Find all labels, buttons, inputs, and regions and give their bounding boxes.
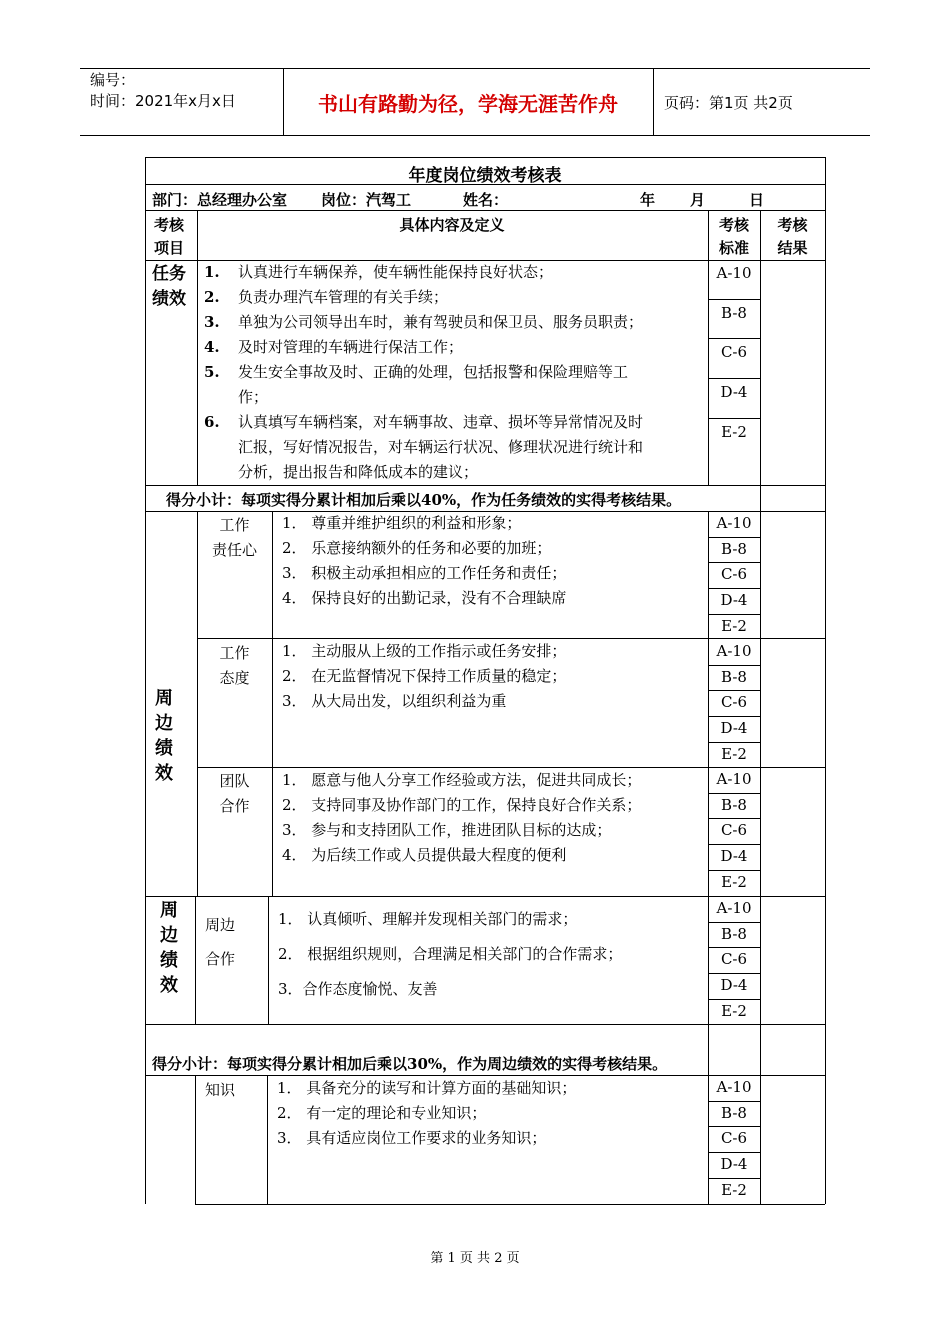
- task-item-line: [204, 335, 704, 360]
- group3-item: 1． 愿意与他人分享工作经验或方法，促进共同成长；: [282, 771, 642, 789]
- day-field: 日: [749, 191, 765, 209]
- group1-name-a: 工作: [219, 516, 250, 534]
- task-item-line: [204, 410, 704, 435]
- group-responsibility: [197, 513, 272, 563]
- peripheral-grade: E-2: [721, 745, 747, 763]
- coop-cat-3: 绩: [160, 950, 178, 971]
- col-content: 具体内容及定义: [399, 216, 505, 234]
- peripheral-grade: A-10: [716, 899, 752, 917]
- page-footer: 第 1 页 共 2 页: [430, 1251, 520, 1266]
- group1-item: 4． 保持良好的出勤记录，没有不合理缺席: [282, 589, 567, 607]
- form-title: 年度岗位绩效考核表: [408, 166, 562, 186]
- task-grade-e: E-2: [721, 423, 747, 441]
- task-grade-c: C-6: [720, 343, 748, 361]
- group2-item: 2． 在无监督情况下保持工作质量的稳定；: [282, 667, 567, 685]
- peripheral-grade: B-8: [721, 540, 747, 558]
- knowledge-grade: C-6: [720, 1129, 748, 1147]
- group-coop: [205, 908, 235, 976]
- group3-name-b: 合作: [219, 797, 250, 815]
- month-field: 月: [690, 191, 706, 209]
- coop-item: 1． 认真倾听、理解并发现相关部门的需求；: [278, 910, 578, 928]
- knowledge-item: 1． 具备充分的读写和计算方面的基础知识；: [277, 1079, 577, 1097]
- task-item-text: 分析，提出报告和降低成本的建议；: [238, 463, 479, 481]
- peripheral-grade: E-2: [721, 1002, 747, 1020]
- task-items: [204, 260, 704, 485]
- task-category: [152, 262, 186, 312]
- task-grade-d: D-4: [720, 383, 748, 401]
- group3-items: [282, 768, 641, 868]
- peripheral-grade: D-4: [720, 719, 748, 737]
- knowledge-item: 2． 有一定的理论和专业知识；: [277, 1104, 487, 1122]
- knowledge-name: 知识: [205, 1081, 236, 1099]
- task-grade-a: A-10: [716, 264, 752, 282]
- knowledge-grade: D-4: [720, 1155, 748, 1173]
- task-item-number: 5.: [204, 363, 220, 381]
- coop-cat-2: 边: [160, 925, 178, 946]
- task-cat-a: 任务: [152, 264, 186, 284]
- task-subtotal: 得分小计：每项实得分累计相加后乘以40%，作为任务绩效的实得考核结果。: [166, 491, 682, 509]
- task-item-number: 3.: [204, 313, 220, 331]
- peripheral-grade: C-6: [720, 693, 748, 711]
- group3-name-a: 团队: [219, 772, 250, 790]
- task-item-number: 4.: [204, 338, 220, 356]
- group2-name-a: 工作: [219, 644, 250, 662]
- name-field: 姓名：: [463, 191, 509, 209]
- task-item-text: 发生安全事故及时、正确的处理，包括报警和保险理赔等工: [238, 363, 629, 381]
- peripheral-grade: C-6: [720, 565, 748, 583]
- group2-item: 1． 主动服从上级的工作指示或任务安排；: [282, 642, 567, 660]
- task-item-number: 6.: [204, 413, 220, 431]
- task-cat-b: 绩效: [152, 289, 186, 309]
- group1-item: 3． 积极主动承担相应的工作任务和责任；: [282, 564, 567, 582]
- peripheral-grade: E-2: [721, 873, 747, 891]
- group-attitude: [197, 641, 272, 691]
- group1-items: [282, 511, 566, 611]
- coop-cat-4: 效: [160, 975, 178, 996]
- peri-cat-4: 效: [155, 763, 173, 784]
- peripheral-grade: B-8: [721, 925, 747, 943]
- group1-item: 2． 乐意接纳额外的任务和必要的加班；: [282, 539, 552, 557]
- task-item-line: [204, 260, 704, 285]
- col-res-a: 考核: [777, 216, 808, 234]
- coop-cat-1: 周: [160, 900, 178, 921]
- col-item-b: 项目: [153, 239, 184, 257]
- group3-item: 4． 为后续工作或人员提供最大程度的便利: [282, 846, 567, 864]
- code-label: 编号：: [90, 71, 136, 89]
- time-label: 时间：2021年x月x日: [90, 92, 236, 110]
- task-item-line: [204, 310, 704, 335]
- col-item-a: 考核: [153, 216, 184, 234]
- year-field: 年: [640, 191, 656, 209]
- task-item-line: [204, 385, 704, 410]
- peripheral-grade: B-8: [721, 796, 747, 814]
- coop-item: 3．合作态度愉悦、友善: [278, 980, 438, 998]
- task-item-line: [204, 285, 704, 310]
- group3-item: 2． 支持同事及协作部门的工作，保持良好合作关系；: [282, 796, 642, 814]
- peri-cat-2: 边: [155, 713, 173, 734]
- task-item-number: 2.: [204, 288, 220, 306]
- header-motto: 书山有路勤为径，学海无涯苦作舟: [318, 92, 618, 116]
- peripheral-grade: B-8: [721, 668, 747, 686]
- task-item-line: [204, 435, 704, 460]
- peripheral-grade: D-4: [720, 591, 748, 609]
- task-item-text: 作；: [238, 388, 269, 406]
- task-item-text: 及时对管理的车辆进行保洁工作；: [238, 338, 464, 356]
- knowledge-grade: A-10: [716, 1078, 752, 1096]
- group2-item: 3． 从大局出发，以组织利益为重: [282, 692, 507, 710]
- knowledge-grade: B-8: [721, 1104, 747, 1122]
- col-std-a: 考核: [718, 216, 749, 234]
- knowledge-items: [277, 1076, 576, 1151]
- peripheral-grade: D-4: [720, 976, 748, 994]
- peripheral-grade: C-6: [720, 821, 748, 839]
- group1-name-b: 责任心: [211, 541, 257, 559]
- group-teamwork: [197, 769, 272, 819]
- col-res-b: 结果: [777, 239, 808, 257]
- post-field: 岗位：汽驾工: [321, 191, 412, 209]
- peri-cat-3: 绩: [155, 738, 173, 759]
- peri-cat-1: 周: [155, 688, 173, 709]
- task-item-number: 1.: [204, 263, 220, 281]
- coop-category: [157, 898, 181, 998]
- task-item-text: 认真进行车辆保养，使车辆性能保持良好状态；: [238, 263, 554, 281]
- peripheral-category: [152, 686, 176, 786]
- knowledge-grade: E-2: [721, 1181, 747, 1199]
- header-page-info: 页码：第1页 共2页: [664, 94, 793, 112]
- peripheral-grade: D-4: [720, 847, 748, 865]
- task-item-text: 负责办理汽车管理的有关手续；: [238, 288, 449, 306]
- coop-items: [278, 902, 622, 1007]
- group2-items: [282, 639, 566, 714]
- task-item-line: [204, 360, 704, 385]
- col-std-b: 标准: [718, 239, 749, 257]
- coop-name-a: 周边: [205, 916, 236, 934]
- peripheral-grade: A-10: [716, 770, 752, 788]
- header-meta: [90, 70, 236, 112]
- peripheral-grade: C-6: [720, 950, 748, 968]
- group2-name-b: 态度: [219, 669, 250, 687]
- peripheral-grade: A-10: [716, 642, 752, 660]
- knowledge-item: 3． 具有适应岗位工作要求的业务知识；: [277, 1129, 547, 1147]
- task-grade-b: B-8: [721, 304, 747, 322]
- peripheral-grade: E-2: [721, 617, 747, 635]
- task-item-text: 汇报，写好情况报告，对车辆运行状况、修理状况进行统计和: [238, 438, 644, 456]
- peripheral-grade: A-10: [716, 514, 752, 532]
- task-item-text: 认真填写车辆档案，对车辆事故、违章、损坏等异常情况及时: [238, 413, 644, 431]
- dept-field: 部门：总经理办公室: [152, 191, 288, 209]
- coop-item: 2． 根据组织规则，合理满足相关部门的合作需求；: [278, 945, 623, 963]
- task-item-line: [204, 460, 704, 485]
- group3-item: 3． 参与和支持团队工作，推进团队目标的达成；: [282, 821, 612, 839]
- group1-item: 1． 尊重并维护组织的利益和形象；: [282, 514, 522, 532]
- coop-name-b: 合作: [205, 950, 236, 968]
- task-item-text: 单独为公司领导出车时，兼有驾驶员和保卫员、服务员职责；: [238, 313, 644, 331]
- peripheral-subtotal: 得分小计：每项实得分累计相加后乘以30%，作为周边绩效的实得考核结果。: [152, 1055, 668, 1073]
